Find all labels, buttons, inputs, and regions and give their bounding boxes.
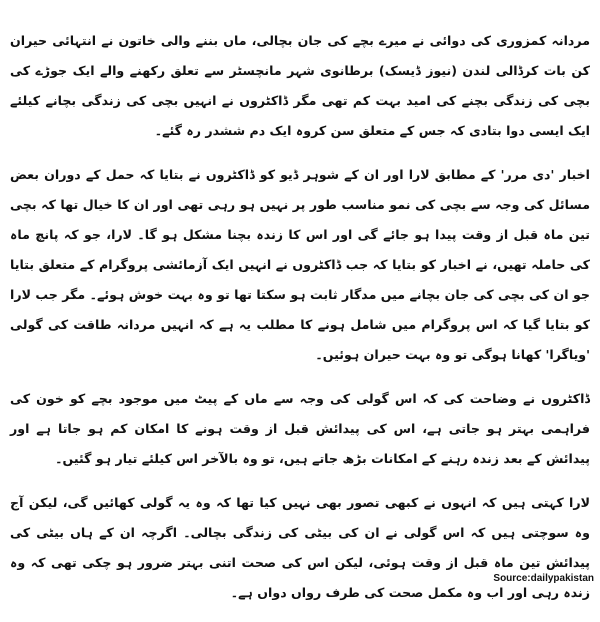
article-paragraph-3: ڈاکٹروں نے وضاحت کی کہ اس گولی کی وجہ سے ماں کے پیٹ میں موجود بچے کو خون کی فراہمی بہتر ہو جاتی ہے، اس کی پیدائش قبل از وقت ہونے کا امکان کم ہو جاتا ہے اور پیدائش کے بعد زندہ رہنے کے امکانات بڑھ جاتے ہیں، تو وہ بالآخر اس کیلئے تیار ہو گئیں۔ <box>10 391 590 466</box>
source-credit: Source:dailypakistan <box>493 573 594 584</box>
article-paragraph-4: لارا کہتی ہیں کہ انہوں نے کبھی تصور بھی نہیں کیا تھا کہ وہ یہ گولی کھائیں گی، لیکن آج وہ سوچتی ہیں کہ اس گولی نے ان کی بیٹی کی زندگی بچالی۔ اگرچہ ان کے ہاں بیٹی کی پیدائش تین ماہ قبل از وقت ہوئی، لیکن اس کی صحت اتنی بہتر ضرور ہو چکی تھی کہ وہ زندہ رہی اور اب وہ مکمل صحت کی طرف رواں دواں ہے۔ <box>10 495 590 600</box>
article-paragraph-1: مردانہ کمزوری کی دوائی نے میرے بچے کی جان بچالی، ماں بننے والی خاتون نے انتہائی حیران کن بات کرڈالی لندن (نیوز ڈیسک) برطانوی شہر مانچسٹر سے تعلق رکھنے والے ایک جوڑے کی بچی کی زندگی بچنے کی امید بہت کم تھی مگر ڈاکٹروں نے انہیں بچی کی زندگی بچانے کیلئے ایک ایسی دوا بتادی کہ جس کے متعلق سن کروہ ایک دم ششدر رہ گئے۔ <box>10 33 590 138</box>
article-paragraph-2: اخبار 'دی مرر' کے مطابق لارا اور ان کے شوہر ڈیو کو ڈاکٹروں نے بتایا کہ حمل کے دوران بعض مسائل کی وجہ سے بچی کی نمو مناسب طور پر نہیں ہو رہی تھی اور ان کا خیال تھا کہ بچی تین ماہ قبل از وقت پیدا ہو جائے گی اور اس کا زندہ بچنا مشکل ہو گا۔ لارا، جو کہ پانچ ماہ کی حاملہ تھیں، نے اخبار کو بتایا کہ جب ڈاکٹروں نے انہیں ایک آزمائشی پروگرام کے متعلق بتایا جو ان کی بچی کی جان بچانے میں مدگار ثابت ہو سکتا تھا تو وہ بہت خوش ہوئے۔ مگر جب لارا کو بتایا گیا کہ اس پروگرام میں شامل ہونے کا مطلب یہ ہے کہ انہیں مردانہ طاقت کی گولی 'ویاگرا' کھانا ہوگی تو وہ بہت حیران ہوئیں۔ <box>10 167 590 362</box>
article-body <box>10 26 590 622</box>
